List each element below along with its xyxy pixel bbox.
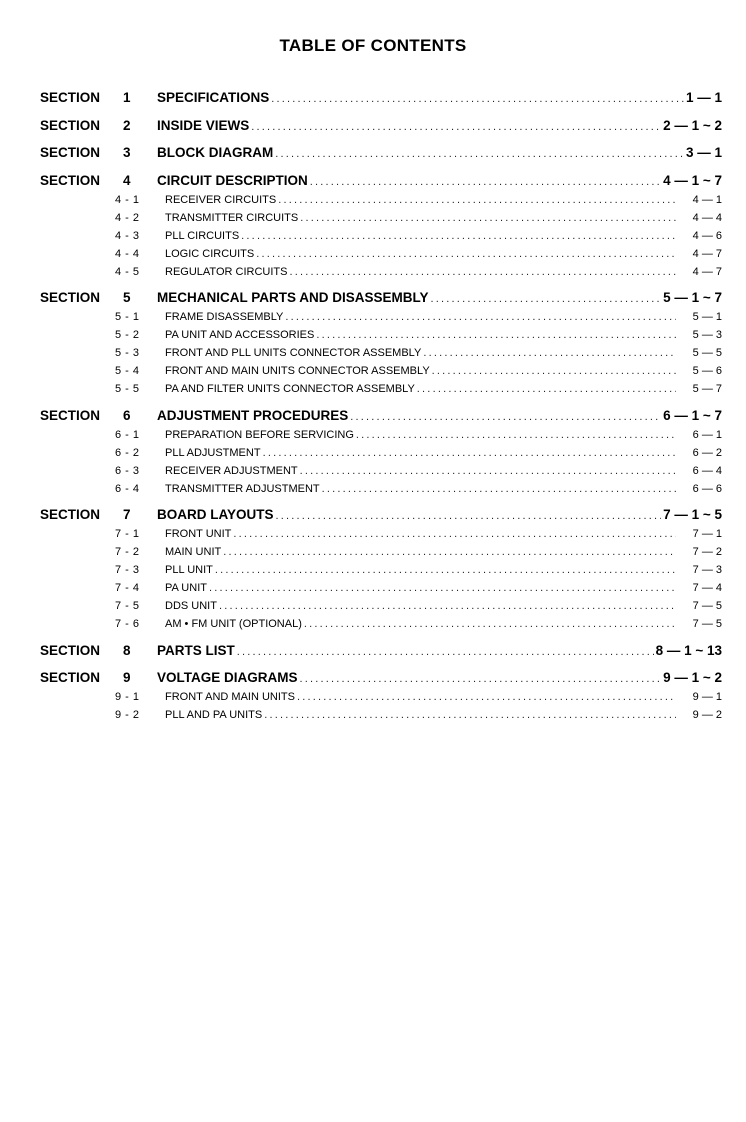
subsection-title: FRONT AND MAIN UNITS CONNECTOR ASSEMBLY [165,365,430,377]
toc-subsection[interactable] [40,444,722,462]
subsection-title: AM • FM UNIT (OPTIONAL) [165,618,302,630]
subsection-title: PA AND FILTER UNITS CONNECTOR ASSEMBLY [165,383,415,395]
dot-leader [285,308,676,326]
dot-leader [350,407,661,427]
toc-subsection[interactable] [40,245,722,263]
section-title: BOARD LAYOUTS [157,507,274,522]
section-title-line [157,406,722,427]
section-number: 9 [123,670,131,685]
section-title-line [157,668,722,689]
subsection-page: 7 — 5 [692,600,722,612]
section-title-line [157,116,722,137]
subsection-page: 4 — 4 [692,211,722,224]
subsection-title-line [165,688,722,706]
subsection-title: RECEIVER CIRCUITS [165,193,277,206]
subsection-title: DDS UNIT [165,600,217,612]
dot-leader [256,245,676,263]
subsection-title: TRANSMITTER ADJUSTMENT [165,482,320,495]
subsection-number: 7 - 6 [115,618,140,630]
dot-leader [241,227,676,245]
dot-leader [278,191,676,209]
subsection-page: 7 — 2 [692,546,722,558]
dot-leader [316,326,676,344]
section-number: 3 [123,145,131,160]
section-page: 3 — 1 [685,145,722,160]
subsection-page: 6 — 2 [692,446,722,459]
dot-leader [297,688,676,706]
dot-leader [300,209,676,227]
subsection-title: PA UNIT AND ACCESSORIES [165,329,315,341]
subsection-number: 6 - 3 [115,464,140,477]
subsection-number: 5 - 2 [115,329,140,341]
subsection-title-line [165,525,722,543]
subsection-number: 6 - 1 [115,428,140,441]
section-label: SECTION [40,507,101,522]
section-page: 8 — 1 ~ 13 [655,642,722,658]
subsection-title-line [165,191,722,209]
toc-subsection[interactable] [40,615,722,633]
section-title: ADJUSTMENT PROCEDURES [157,407,349,423]
section-title-line [157,505,722,526]
subsection-title: FRAME DISASSEMBLY [165,311,284,323]
dot-leader [275,144,684,164]
section-number: 6 [123,407,131,423]
subsection-title-line [165,344,722,362]
toc-subsection[interactable] [40,561,722,579]
subsection-title: MAIN UNIT [165,546,222,558]
subsection-number: 6 - 2 [115,446,140,459]
subsection-number: 5 - 5 [115,383,140,395]
toc-subsection[interactable] [40,263,722,281]
subsection-page: 6 — 6 [692,482,722,495]
subsection-number: 5 - 1 [115,311,140,323]
subsection-number: 7 - 1 [115,528,140,540]
subsection-title: PLL ADJUSTMENT [165,446,261,459]
subsection-title: PLL AND PA UNITS [165,709,263,721]
dot-leader [310,172,661,192]
subsection-title-line [165,543,722,561]
subsection-number: 4 - 2 [115,211,140,224]
subsection-number: 7 - 2 [115,546,140,558]
subsection-title-line [165,326,722,344]
toc-subsection[interactable] [40,688,722,706]
toc-subsection[interactable] [40,308,722,326]
dot-leader [223,543,676,561]
subsection-number: 4 - 1 [115,193,140,206]
toc-subsection[interactable] [40,426,722,444]
subsection-title-line [165,263,722,281]
toc-subsection[interactable] [40,597,722,615]
dot-leader [264,706,676,724]
dot-leader [251,117,661,137]
subsection-number: 9 - 2 [115,709,140,721]
dot-leader [304,615,676,633]
section-title: SPECIFICATIONS [157,90,270,105]
subsection-page: 5 — 1 [692,311,722,323]
section-title-line [157,641,722,662]
dot-leader [417,380,676,398]
dot-leader [431,289,662,309]
toc-section-7[interactable] [40,505,722,525]
subsection-page: 7 — 4 [692,582,722,594]
subsection-title: REGULATOR CIRCUITS [165,265,288,278]
section-label: SECTION [40,90,101,105]
subsection-title-line [165,615,722,633]
subsection-number: 5 - 4 [115,365,140,377]
subsection-title-line [165,444,722,462]
section-label: SECTION [40,145,101,160]
section-label: SECTION [40,117,101,133]
subsection-number: 7 - 4 [115,582,140,594]
dot-leader [289,263,676,281]
subsection-number: 4 - 4 [115,247,140,260]
section-page: 7 — 1 ~ 5 [663,507,722,522]
section-number: 2 [123,117,131,133]
subsection-number: 6 - 4 [115,482,140,495]
subsection-page: 4 — 7 [692,265,722,278]
subsection-title-line [165,362,722,380]
subsection-title: PA UNIT [165,582,207,594]
subsection-title-line [165,380,722,398]
subsection-page: 4 — 7 [692,247,722,260]
toc-subsection[interactable] [40,362,722,380]
subsection-title: FRONT AND MAIN UNITS [165,691,295,703]
section-page: 4 — 1 ~ 7 [663,172,722,188]
table-of-contents [40,88,722,724]
subsection-page: 4 — 1 [692,193,722,206]
toc-section-8[interactable] [40,641,722,661]
subsection-number: 7 - 5 [115,600,140,612]
subsection-title-line [165,308,722,326]
subsection-title: LOGIC CIRCUITS [165,247,255,260]
dot-leader [215,561,676,579]
subsection-title-line [165,597,722,615]
section-title: INSIDE VIEWS [157,117,250,133]
subsection-page: 4 — 6 [692,229,722,242]
section-page: 9 — 1 ~ 2 [663,670,722,685]
section-label: SECTION [40,407,101,423]
section-title: BLOCK DIAGRAM [157,145,274,160]
subsection-title-line [165,561,722,579]
toc-subsection[interactable] [40,209,722,227]
subsection-number: 9 - 1 [115,691,140,703]
subsection-title: RECEIVER ADJUSTMENT [165,464,298,477]
section-title-line [157,143,722,164]
section-page: 5 — 1 ~ 7 [663,290,722,305]
section-page: 1 — 1 [685,90,722,105]
toc-section-3[interactable] [40,143,722,163]
subsection-page: 5 — 6 [692,365,722,377]
section-title: VOLTAGE DIAGRAMS [157,670,298,685]
section-label: SECTION [40,642,101,658]
subsection-title-line [165,706,722,724]
section-number: 5 [123,290,131,305]
section-title-line [157,171,722,192]
toc-section-6[interactable] [40,406,722,426]
toc-subsection[interactable] [40,525,722,543]
subsection-page: 5 — 7 [692,383,722,395]
subsection-page: 5 — 3 [692,329,722,341]
subsection-page: 6 — 4 [692,464,722,477]
subsection-title-line [165,579,722,597]
toc-section-5[interactable] [40,288,722,308]
toc-subsection[interactable] [40,227,722,245]
section-number: 7 [123,507,131,522]
section-page: 2 — 1 ~ 2 [663,117,722,133]
dot-leader [300,669,662,689]
section-title: CIRCUIT DESCRIPTION [157,172,308,188]
subsection-page: 9 — 1 [692,691,722,703]
subsection-title: FRONT UNIT [165,528,232,540]
dot-leader [233,525,676,543]
subsection-number: 5 - 3 [115,347,140,359]
dot-leader [237,642,654,662]
toc-subsection[interactable] [40,462,722,480]
dot-leader [263,444,676,462]
section-label: SECTION [40,670,101,685]
subsection-title-line [165,462,722,480]
dot-leader [356,426,676,444]
toc-subsection[interactable] [40,380,722,398]
subsection-title: FRONT AND PLL UNITS CONNECTOR ASSEMBLY [165,347,422,359]
section-number: 4 [123,172,131,188]
toc-subsection[interactable] [40,326,722,344]
section-title-line [157,288,722,309]
section-title-line [157,88,722,109]
section-number: 1 [123,90,131,105]
toc-subsection[interactable] [40,543,722,561]
toc-subsection[interactable] [40,480,722,498]
section-title: MECHANICAL PARTS AND DISASSEMBLY [157,290,429,305]
section-page: 6 — 1 ~ 7 [663,407,722,423]
toc-section-4[interactable] [40,171,722,191]
subsection-title-line [165,480,722,498]
dot-leader [300,462,676,480]
subsection-title: TRANSMITTER CIRCUITS [165,211,299,224]
page-title: TABLE OF CONTENTS [279,36,467,55]
subsection-page: 6 — 1 [692,428,722,441]
dot-leader [271,89,684,109]
subsection-title: PLL CIRCUITS [165,229,240,242]
toc-section-1[interactable] [40,88,722,108]
toc-subsection[interactable] [40,191,722,209]
subsection-title: PLL UNIT [165,564,213,576]
dot-leader [423,344,676,362]
subsection-page: 7 — 1 [692,528,722,540]
section-label: SECTION [40,172,101,188]
section-label: SECTION [40,290,101,305]
subsection-page: 5 — 5 [692,347,722,359]
dot-leader [432,362,676,380]
toc-subsection[interactable] [40,579,722,597]
subsection-title-line [165,426,722,444]
subsection-page: 7 — 3 [692,564,722,576]
subsection-number: 7 - 3 [115,564,140,576]
subsection-number: 4 - 3 [115,229,140,242]
toc-section-2[interactable] [40,116,722,136]
subsection-title: PREPARATION BEFORE SERVICING [165,428,354,441]
subsection-title-line [165,209,722,227]
section-number: 8 [123,642,131,658]
toc-subsection[interactable] [40,344,722,362]
toc-subsection[interactable] [40,706,722,724]
toc-section-9[interactable] [40,668,722,688]
dot-leader [219,597,676,615]
subsection-page: 9 — 2 [692,709,722,721]
subsection-number: 4 - 5 [115,265,140,278]
dot-leader [276,506,662,526]
subsection-title-line [165,227,722,245]
subsection-title-line [165,245,722,263]
subsection-page: 7 — 5 [692,618,722,630]
dot-leader [322,480,676,498]
dot-leader [209,579,676,597]
section-title: PARTS LIST [157,642,235,658]
